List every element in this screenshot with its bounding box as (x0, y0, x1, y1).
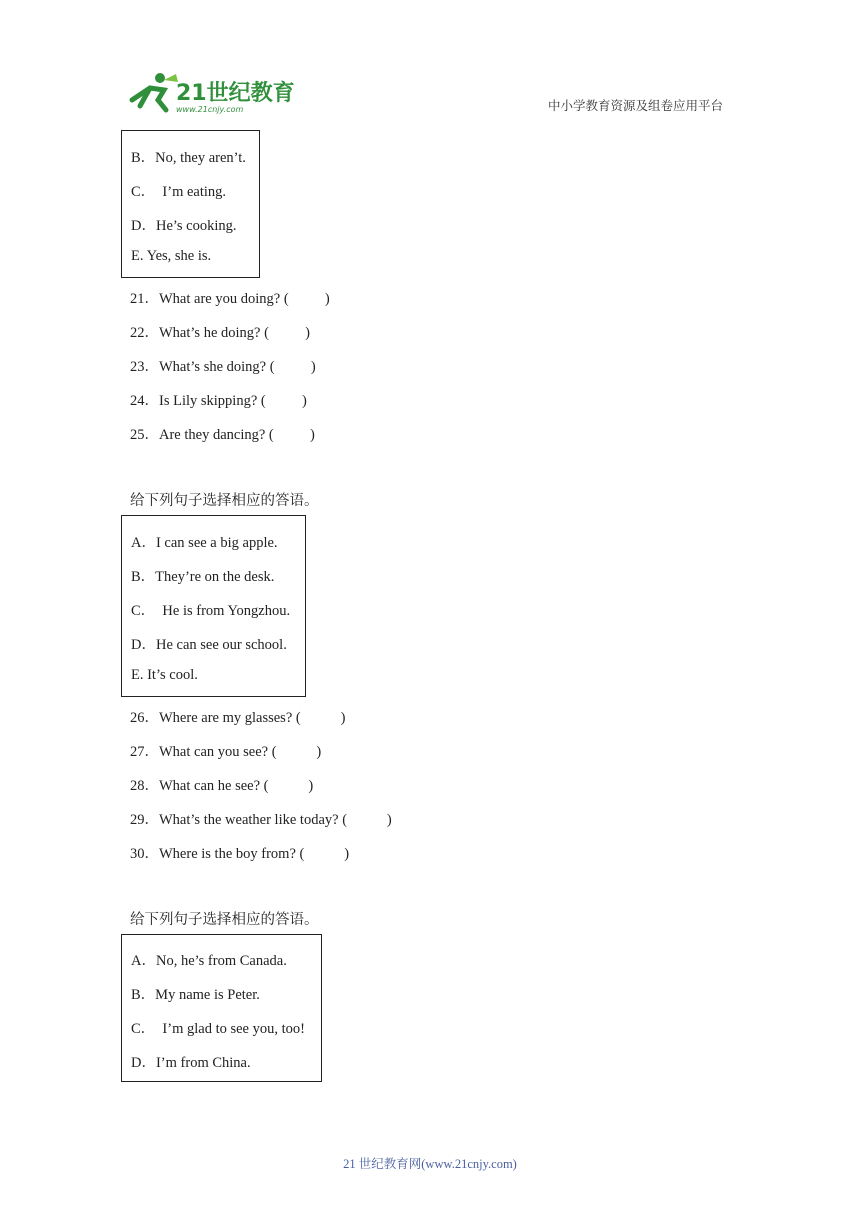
option-d: D．I’m from China. (131, 1055, 251, 1071)
question-27: 27．What can you see? ( ) (130, 744, 322, 760)
question-21: 21．What are you doing? ( ) (130, 291, 330, 307)
question-30: 30．Where is the boy from? ( ) (130, 846, 350, 862)
option-a: A．No, he’s from Canada. (131, 953, 287, 969)
page-footer: 21 世纪教育网(www.21cnjy.com) (343, 1157, 517, 1171)
question-22: 22．What’s he doing? ( ) (130, 325, 311, 341)
instruction-3: 给下列句子选择相应的答语。 (130, 912, 319, 928)
option-a: A．I can see a big apple. (131, 535, 278, 551)
options-box-2 (121, 515, 306, 697)
option-d: D．He can see our school. (131, 637, 287, 653)
question-29: 29．What’s the weather like today? ( ) (130, 812, 392, 828)
svg-text:www.21cnjy.com: www.21cnjy.com (176, 105, 244, 114)
options-box-1 (121, 130, 260, 278)
options-box-3 (121, 934, 322, 1082)
option-e: E. It’s cool. (131, 667, 198, 683)
option-c: C． I’m glad to see you, too! (131, 1021, 305, 1037)
question-28: 28．What can he see? ( ) (130, 778, 314, 794)
option-b: B．My name is Peter. (131, 987, 260, 1003)
question-26: 26．Where are my glasses? ( ) (130, 710, 346, 726)
question-25: 25．Are they dancing? ( ) (130, 427, 315, 443)
question-23: 23．What’s she doing? ( ) (130, 359, 316, 375)
option-c: C． I’m eating. (131, 184, 227, 200)
site-logo (120, 70, 295, 114)
header-tagline: 中小学教育资源及组卷应用平台 (548, 98, 724, 113)
instruction-2: 给下列句子选择相应的答语。 (130, 493, 319, 509)
question-24: 24．Is Lily skipping? ( ) (130, 393, 307, 409)
runner-logo-icon (120, 70, 295, 114)
option-b: B．No, they aren’t. (131, 150, 246, 166)
option-b: B．They’re on the desk. (131, 569, 275, 585)
option-d: D．He’s cooking. (131, 218, 237, 234)
svg-text:21世纪教育: 21世纪教育 (176, 81, 295, 106)
option-c: C． He is from Yongzhou. (131, 603, 291, 619)
option-e: E. Yes, she is. (131, 248, 212, 264)
